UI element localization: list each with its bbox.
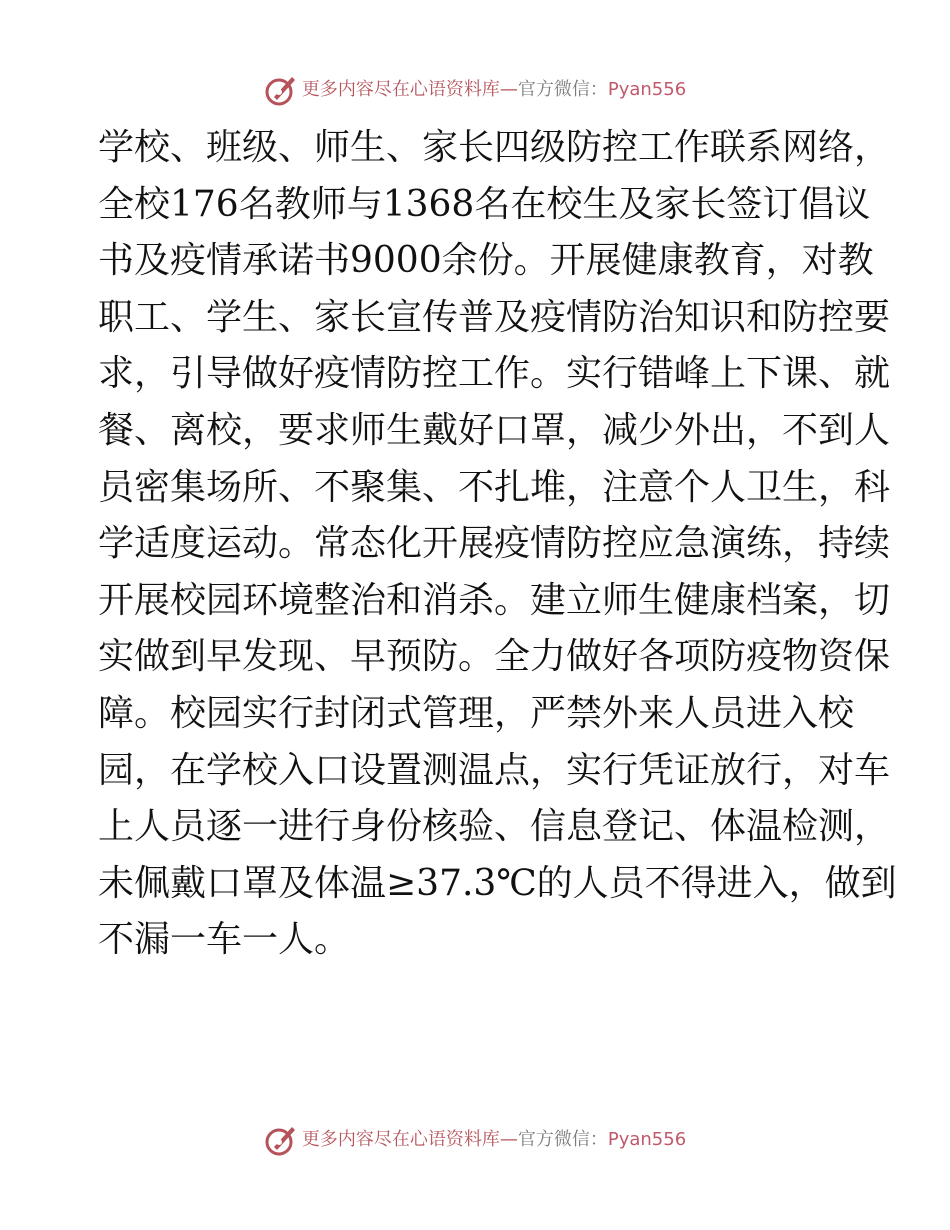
quill-logo-icon [264, 73, 298, 107]
paragraph-line: 上人员逐一进行身份核验、信息登记、体温检测， [98, 806, 891, 848]
header-wechat-label: 官方微信： [517, 79, 608, 100]
document-body [98, 120, 897, 969]
paragraph-line: 学校、班级、师生、家长四级防控工作联系网络， [98, 127, 891, 168]
paragraph-line: 实做到早发现、早预防。全力做好各项防疫物资保 [98, 636, 891, 678]
footer-site-text: 更多内容尽在心语资料库 [301, 1129, 500, 1150]
quill-logo-icon [264, 1123, 298, 1157]
footer-wechat-label: 官方微信： [517, 1129, 608, 1150]
paragraph-line: 员密集场所、不聚集、不扎堆，注意个人卫生，科 [98, 466, 891, 508]
footer-wechat-id: Pyan556 [607, 1129, 687, 1150]
header-banner [0, 70, 950, 110]
paragraph-line: 不漏一车一人。 [98, 919, 351, 961]
footer-dash: — [499, 1129, 518, 1150]
paragraph-line: 餐、离校，要求师生戴好口罩，减少外出，不到人 [98, 409, 891, 451]
paragraph-line: 开展校园环境整治和消杀。建立师生健康档案，切 [98, 579, 891, 621]
header-site-text: 更多内容尽在心语资料库 [301, 79, 500, 100]
paragraph-line: 全校176名教师与1368名在校生及家长签订倡议 [98, 183, 871, 225]
header-wechat-id: Pyan556 [607, 79, 687, 100]
header-dash: — [499, 79, 518, 100]
paragraph-line: 学适度运动。常态化开展疫情防控应急演练，持续 [98, 523, 891, 565]
paragraph-line: 园，在学校入口设置测温点，实行凭证放行，对车 [98, 749, 891, 791]
paragraph-line: 求，引导做好疫情防控工作。实行错峰上下课、就 [98, 353, 891, 395]
footer-banner [0, 1120, 950, 1160]
paragraph-line: 书及疫情承诺书9000余份。开展健康教育，对教 [98, 240, 874, 282]
paragraph-line: 未佩戴口罩及体温≥37.3℃的人员不得进入，做到 [98, 862, 897, 904]
paragraph-line: 障。校园实行封闭式管理，严禁外来人员进入校 [98, 692, 855, 734]
paragraph-line: 职工、学生、家长宣传普及疫情防治知识和防控要 [98, 296, 891, 338]
